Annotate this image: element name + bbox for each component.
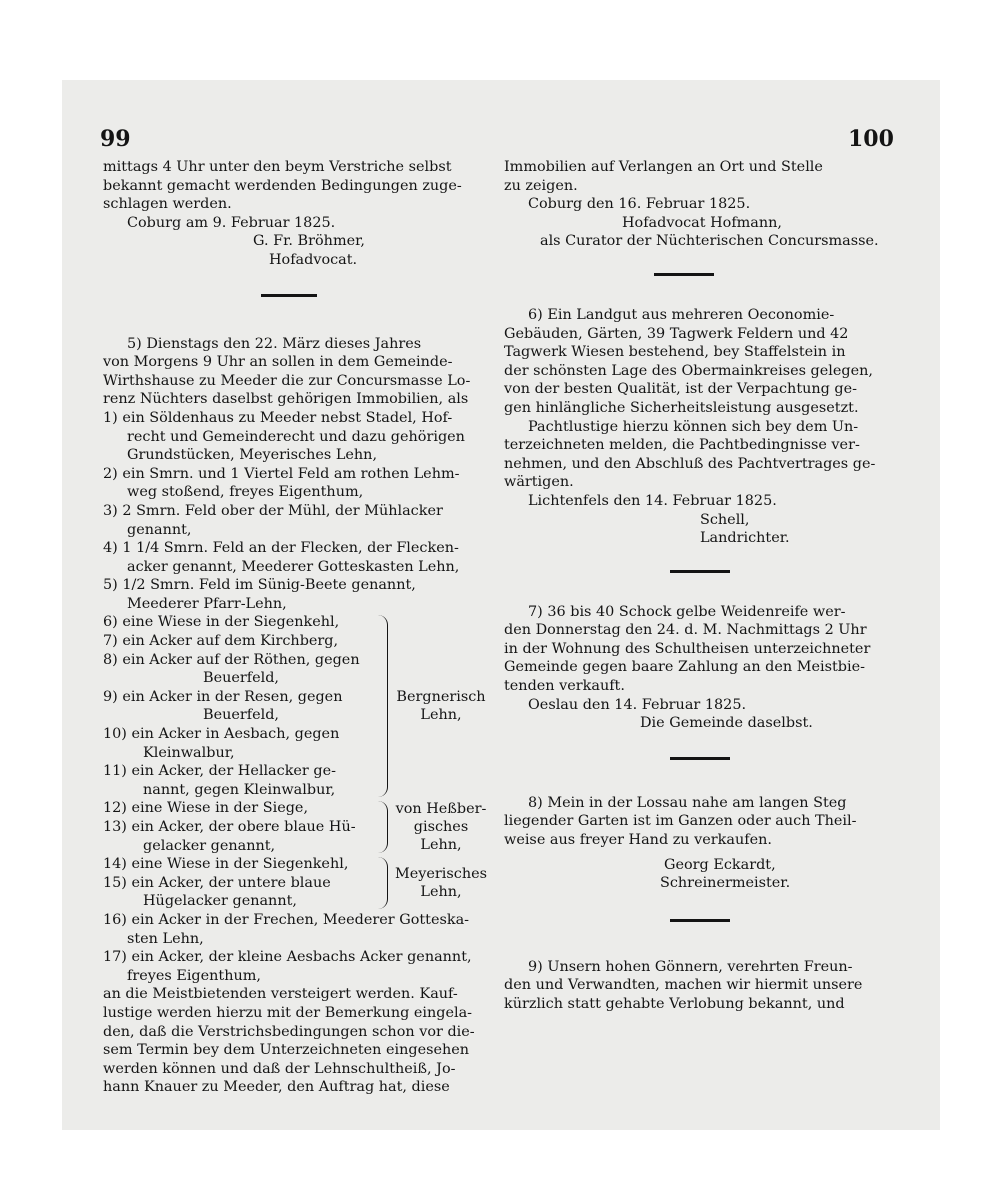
notice-6 [504,306,884,548]
text-line: an die Meistbietenden versteigert werden. Kauf- [103,986,458,1003]
text-line: renz Nüchters daselbst gehörigen Immobilien, als [103,391,469,408]
list-item-cont: genannt, [127,521,192,538]
brace-group-hessbergisch [103,799,488,855]
section-divider [261,294,317,297]
signature-title: Landrichter. [700,530,790,547]
text-line: den und Verwandten, machen wir hiermit unsere [504,977,863,994]
brace-label-bergnerisch: Bergnerisch Lehn, [396,689,486,724]
list-item: 10) ein Acker in Aesbach, gegen [103,726,340,743]
brace-group-meyerisch [103,855,488,911]
list-item: 12) eine Wiese in der Siege, [103,800,309,817]
section-divider [654,273,714,276]
notice-8 [504,794,884,893]
signature-name: Die Gemeinde daselbst. [640,715,813,732]
text-line: Gemeinde gegen baare Zahlung an den Meistbie- [504,659,865,676]
signature-name: Hofadvocat Hofmann, [622,214,782,231]
signature-name: Georg Eckardt, [664,856,776,873]
list-item-cont: Meederer Pfarr-Lehn, [127,595,287,612]
list-item-cont: Hügelacker genannt, [143,893,297,910]
left-column [103,158,488,1097]
text-line: den, daß die Verstrichsbedingungen schon vor die- [103,1023,475,1040]
text-line: Pachtlustige hierzu können sich bey dem Un- [528,418,859,435]
brace-bracket [373,857,388,909]
brace-group-bergnerisch [103,613,488,799]
text-line: hann Knauer zu Meeder, den Auftrag hat, diese [103,1079,450,1096]
list-item-cont: acker genannt, Meederer Gotteskasten Lehn, [127,558,460,575]
list-item: 8) ein Acker auf der Röthen, gegen [103,651,360,668]
list-item-cont: sten Lehn, [127,930,204,947]
text-line: 9) Unsern hohen Gönnern, verehrten Freun- [528,958,853,975]
page-number-right: 100 [848,126,894,152]
page-number-left: 99 [100,126,131,152]
text-line: der schönsten Lage des Obermainkreises gelegen, [504,362,873,379]
text-line: weise aus freyer Hand zu verkaufen. [504,832,772,849]
list-item-cont: Kleinwalbur, [143,744,235,761]
list-item: 13) ein Acker, der obere blaue Hü- [103,819,356,835]
notice-9 [504,958,884,1014]
list-item: 3) 2 Smrn. Feld ober der Mühl, der Mühlacker [103,502,443,519]
list-item-cont: gelacker genannt, [143,837,276,854]
brace-label-hessbergisch: von Heßber- gisches Lehn, [395,801,487,854]
text-line: 8) Mein in der Lossau nahe am langen Steg [528,794,847,811]
text-line: kürzlich statt gehabte Verlobung bekannt, und [504,996,845,1012]
list-item-cont: freyes Eigenthum, [127,967,261,984]
list-item-cont: Beuerfeld, [203,670,279,687]
signature-title: als Curator der Nüchterischen Concursmasse. [540,233,879,250]
text-line: liegender Garten ist im Ganzen oder auch Theil- [504,813,857,830]
text-line: 6) Ein Landgut aus mehreren Oeconomie- [528,306,835,323]
text-line: schlagen werden. [103,196,232,213]
list-item-cont: Grundstücken, Meyerisches Lehn, [127,447,378,464]
list-item: 5) 1/2 Smrn. Feld im Sünig-Beete genannt, [103,577,416,594]
list-item: 11) ein Acker, der Hellacker ge- [103,763,336,780]
text-line: nehmen, und den Abschluß des Pachtvertrages ge- [504,455,876,472]
text-line: Gebäuden, Gärten, 39 Tagwerk Feldern und 42 [504,325,849,342]
text-line: tenden verkauft. [504,678,625,695]
list-item: 9) ein Acker in der Resen, gegen [103,688,343,705]
list-item: 16) ein Acker in der Frechen, Meederer Gotteska- [103,911,470,928]
brace-bracket [373,801,388,853]
list-item: 4) 1 1/4 Smrn. Feld an der Flecken, der Flecken- [103,540,459,557]
list-item: 1) ein Söldenhaus zu Meeder nebst Stadel, Hof- [103,409,453,426]
notice-7 [504,603,884,733]
section-divider [670,757,730,760]
date-line: Coburg am 9. Februar 1825. [127,214,336,231]
section-divider [670,570,730,573]
list-item-cont: recht und Gemeinderecht und dazu gehörigen [127,428,465,445]
text-line: zu zeigen. [504,177,578,194]
text-line: sem Termin bey dem Unterzeichneten eingesehen [103,1042,470,1059]
text-line: Immobilien auf Verlangen an Ort und Stelle [504,159,823,175]
list-item: 17) ein Acker, der kleine Aesbachs Acker genannt, [103,949,472,966]
list-item: 2) ein Smrn. und 1 Viertel Feld am rothen Lehm- [103,465,460,482]
text-line: terzeichneten melden, die Pachtbedingnisse ver- [504,437,860,454]
text-line: den Donnerstag den 24. d. M. Nachmittags 2 Uhr [504,622,867,639]
text-line: 7) 36 bis 40 Schock gelbe Weidenreife wer- [528,603,846,620]
text-line: von der besten Qualität, ist der Verpachtung ge- [504,381,858,398]
signature-title: Schreinermeister. [660,875,791,892]
text-line: lustige werden hierzu mit der Bemerkung eingela- [103,1004,473,1021]
text-line: wärtigen. [504,474,574,491]
list-item: 14) eine Wiese in der Siegenkehl, [103,856,349,873]
text-line: 5) Dienstags den 22. März dieses Jahres [127,335,422,352]
date-line: Lichtenfels den 14. Februar 1825. [528,492,777,509]
text-line: in der Wohnung des Schultheisen unterzeichneter [504,640,871,657]
list-item: 6) eine Wiese in der Siegenkehl, [103,614,340,631]
list-item: 15) ein Acker, der untere blaue [103,874,331,891]
list-item-cont: Beuerfeld, [203,707,279,724]
text-line: von Morgens 9 Uhr an sollen in dem Gemeinde- [103,354,453,371]
brace-bracket [373,615,388,797]
text-line: Wirthshause zu Meeder die zur Concursmasse Lo- [103,372,471,389]
list-item-cont: weg stoßend, freyes Eigenthum, [127,484,364,501]
text-line: mittags 4 Uhr unter den beym Verstriche selbst [103,159,452,175]
date-line: Coburg den 16. Februar 1825. [528,196,751,213]
list-item-cont: nannt, gegen Kleinwalbur, [143,781,336,798]
signature-title: Hofadvocat. [269,251,358,268]
text-line: bekannt gemacht werdenden Bedingungen zuge- [103,177,462,194]
signature-name: G. Fr. Bröhmer, [253,233,365,250]
left-continuation [103,158,488,214]
list-item: 7) ein Acker auf dem Kirchberg, [103,633,339,650]
date-line: Oeslau den 14. Februar 1825. [528,696,747,713]
brace-label-meyerisch: Meyerisches Lehn, [395,866,487,901]
signature-name: Schell, [700,511,750,528]
text-line: gen hinlängliche Sicherheitsleistung ausgesetzt. [504,399,859,416]
text-line: Tagwerk Wiesen bestehend, bey Staffelstein in [504,344,846,361]
section-divider [670,919,730,922]
text-line: werden können und daß der Lehnschultheiß, Jo- [103,1060,456,1077]
notice-5 [103,335,488,1097]
right-column [504,158,884,1014]
